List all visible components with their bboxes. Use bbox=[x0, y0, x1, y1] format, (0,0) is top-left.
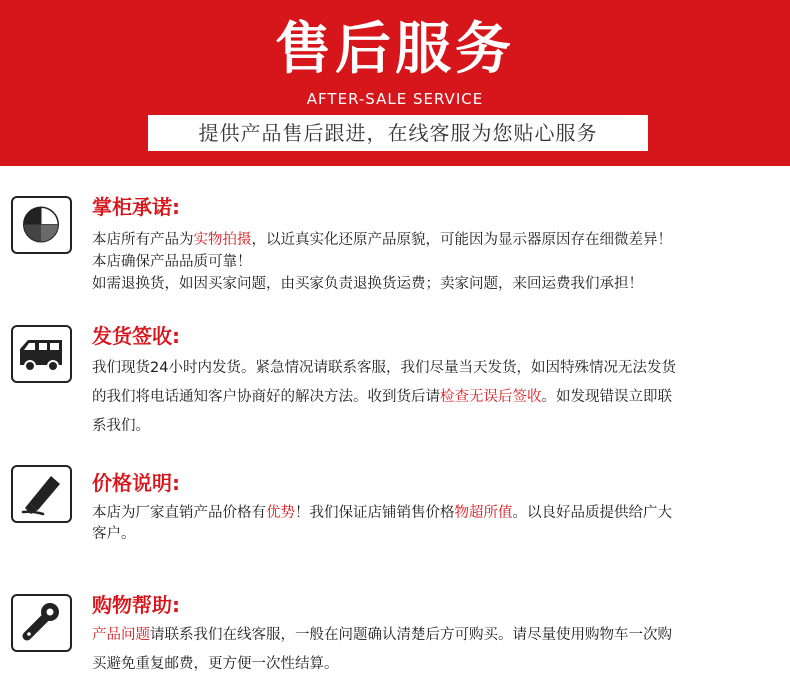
highlight-text: 检查无误后签收 bbox=[440, 389, 542, 405]
page-subtitle: AFTER-SALE SERVICE bbox=[306, 90, 484, 108]
section-title: 价格说明: bbox=[92, 471, 180, 495]
marker-pen-icon bbox=[11, 465, 72, 523]
tagline-strip: 提供产品售后跟进，在线客服为您贴心服务 bbox=[148, 115, 648, 151]
highlight-text: 优势 bbox=[266, 505, 295, 521]
page-title: 售后服务 bbox=[275, 17, 515, 82]
body-line: 本店确保产品品质可靠！ bbox=[92, 254, 252, 270]
wrench-icon bbox=[11, 594, 72, 652]
body-line: 我们现货24小时内发货。紧急情况请联系客服，我们尽量当天发货，如因特殊情况无法发货 bbox=[92, 360, 676, 376]
section-body bbox=[92, 354, 784, 441]
pie-chart-icon bbox=[11, 196, 72, 254]
body-line: 本店为厂家直销产品价格有优势！我们保证店铺销售价格物超所值。以良好品质提供给广大 bbox=[92, 505, 672, 521]
body-line: 系我们。 bbox=[92, 418, 150, 434]
body-line: 的我们将电话通知客户协商好的解决方法。收到货后请检查无误后签收。如发现错误立即联 bbox=[92, 389, 672, 405]
section-title: 发货签收: bbox=[92, 324, 180, 348]
highlight-text: 实物拍摄 bbox=[193, 232, 252, 248]
section-title: 掌柜承诺: bbox=[92, 195, 180, 219]
highlight-text: 物超所值 bbox=[454, 505, 513, 521]
section-body bbox=[92, 503, 784, 545]
section-body bbox=[92, 229, 784, 295]
body-line: 客户。 bbox=[92, 526, 136, 542]
body-line: 本店所有产品为实物拍摄，以近真实化还原产品原貌，可能因为显示器原因存在细微差异！ bbox=[92, 232, 672, 248]
header-banner bbox=[0, 0, 790, 166]
truck-icon bbox=[11, 325, 72, 383]
highlight-text: 产品问题 bbox=[92, 627, 150, 643]
body-line: 买避免重复邮费，更方便一次性结算。 bbox=[92, 656, 339, 672]
body-line: 产品问题请联系我们在线客服，一般在问题确认清楚后方可购买。请尽量使用购物车一次购 bbox=[92, 627, 672, 643]
section-body bbox=[92, 621, 784, 679]
section-title: 购物帮助: bbox=[92, 593, 180, 617]
body-line: 如需退换货，如因买家问题，由买家负责退换货运费；卖家问题，来回运费我们承担！ bbox=[92, 276, 643, 292]
